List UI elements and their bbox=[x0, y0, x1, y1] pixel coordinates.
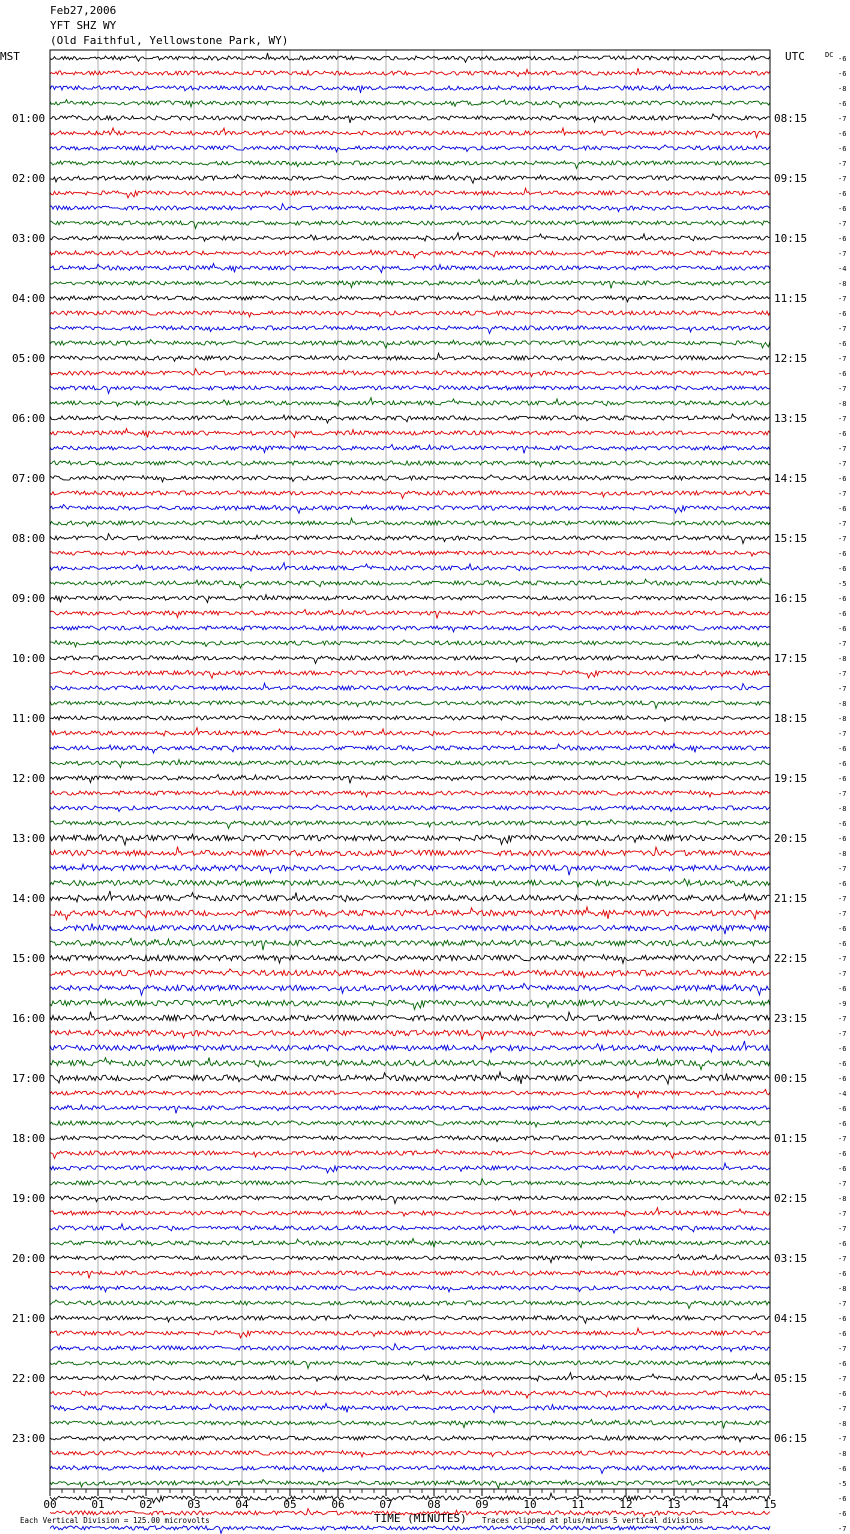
dc-offset-label: -6 bbox=[838, 880, 847, 888]
seismic-trace bbox=[50, 339, 770, 348]
seismic-trace bbox=[50, 1493, 770, 1503]
dc-offset-label: -6 bbox=[838, 190, 847, 198]
right-hour-label: 03:15 bbox=[774, 1252, 808, 1265]
seismic-trace bbox=[50, 1072, 770, 1084]
seismic-trace bbox=[50, 595, 770, 603]
seismic-trace bbox=[50, 1254, 770, 1262]
dc-offset-label: -7 bbox=[838, 415, 847, 423]
right-hour-label: 09:15 bbox=[774, 172, 808, 185]
right-hour-label: 16:15 bbox=[774, 592, 808, 605]
seismic-trace bbox=[50, 774, 770, 783]
dc-offset-label: -6 bbox=[838, 1120, 847, 1128]
dc-offset-label: -7 bbox=[838, 295, 847, 303]
left-hour-label: 16:00 bbox=[12, 1012, 46, 1025]
dc-offset-label: -7 bbox=[838, 1180, 847, 1188]
seismic-trace bbox=[50, 1058, 770, 1070]
right-hour-label: 02:15 bbox=[774, 1192, 808, 1205]
dc-offset-label: -6 bbox=[838, 1240, 847, 1248]
seismic-trace bbox=[50, 654, 770, 663]
dc-offset-label: -6 bbox=[838, 1360, 847, 1368]
left-timezone-label: MST bbox=[0, 50, 20, 63]
seismic-trace bbox=[50, 1012, 770, 1021]
header-date: Feb27,2006 bbox=[50, 4, 117, 17]
seismic-trace bbox=[50, 310, 770, 317]
dc-offset-label: -7 bbox=[838, 1435, 847, 1443]
left-hour-label: 19:00 bbox=[12, 1192, 46, 1205]
left-hour-label: 21:00 bbox=[12, 1312, 46, 1325]
dc-offset-label: -8 bbox=[838, 850, 847, 858]
dc-offset-label: -6 bbox=[838, 595, 847, 603]
seismic-trace bbox=[50, 1238, 770, 1247]
x-axis-title: TIME (MINUTES) bbox=[374, 1512, 467, 1525]
dc-offset-label: -6 bbox=[838, 55, 847, 63]
dc-offset-label: -9 bbox=[838, 1000, 847, 1008]
left-hour-label: 17:00 bbox=[12, 1072, 46, 1085]
x-tick-label: 13 bbox=[667, 1498, 681, 1511]
right-hour-label: 11:15 bbox=[774, 292, 808, 305]
seismic-trace bbox=[50, 1089, 770, 1097]
x-tick-label: 15 bbox=[763, 1498, 777, 1511]
dc-offset-label: -7 bbox=[838, 1345, 847, 1353]
right-hour-label: 18:15 bbox=[774, 712, 808, 725]
right-hour-label: 19:15 bbox=[774, 772, 808, 785]
dc-offset-label: -6 bbox=[838, 820, 847, 828]
seismic-trace bbox=[50, 296, 770, 302]
header-location: (Old Faithful, Yellowstone Park, WY) bbox=[50, 34, 289, 47]
footnote-clip: Traces clipped at plus/minus 5 vertical divisions bbox=[482, 1516, 704, 1525]
dc-offset-label: -5 bbox=[838, 1480, 847, 1488]
seismic-trace bbox=[50, 1030, 770, 1040]
seismic-trace bbox=[50, 983, 770, 995]
seismic-trace bbox=[50, 386, 770, 394]
seismic-trace bbox=[50, 1163, 770, 1173]
left-hour-label: 15:00 bbox=[12, 952, 46, 965]
seismic-trace bbox=[50, 670, 770, 678]
dc-offset-label: -7 bbox=[838, 460, 847, 468]
seismic-trace bbox=[50, 999, 770, 1009]
dc-offset-label: -8 bbox=[838, 1450, 847, 1458]
dc-offset-label: -7 bbox=[838, 535, 847, 543]
left-hour-label: 01:00 bbox=[12, 112, 46, 125]
dc-offset-label: -7 bbox=[838, 895, 847, 903]
dc-offset-label: -7 bbox=[838, 730, 847, 738]
seismic-trace bbox=[50, 790, 770, 796]
seismic-trace bbox=[50, 188, 770, 198]
seismic-trace bbox=[50, 578, 770, 588]
left-hour-label: 05:00 bbox=[12, 352, 46, 365]
dc-offset-label: -8 bbox=[838, 280, 847, 288]
dc-offset-label: -6 bbox=[838, 205, 847, 213]
x-tick-label: 06 bbox=[331, 1498, 345, 1511]
seismic-trace bbox=[50, 1361, 770, 1369]
dc-offset-label: -8 bbox=[838, 655, 847, 663]
seismic-trace bbox=[50, 145, 770, 152]
dc-offset-label: -6 bbox=[838, 1075, 847, 1083]
dc-offset-label: -7 bbox=[838, 220, 847, 228]
dc-offset-label: -7 bbox=[838, 1135, 847, 1143]
dc-offset-label: -6 bbox=[838, 1315, 847, 1323]
dc-offset-label: -5 bbox=[838, 580, 847, 588]
dc-offset-label: -8 bbox=[838, 805, 847, 813]
right-hour-label: 12:15 bbox=[774, 352, 808, 365]
seismic-trace bbox=[50, 923, 770, 934]
dc-offset-label: -6 bbox=[838, 130, 847, 138]
seismic-trace bbox=[50, 504, 770, 513]
seismic-trace bbox=[50, 263, 770, 272]
x-tick-label: 09 bbox=[475, 1498, 489, 1511]
dc-offset-label: -7 bbox=[838, 685, 847, 693]
seismic-trace bbox=[50, 1285, 770, 1291]
dc-offset-label: -8 bbox=[838, 1420, 847, 1428]
seismic-trace bbox=[50, 609, 770, 618]
seismic-trace bbox=[50, 1105, 770, 1113]
dc-offset-label: -6 bbox=[838, 1165, 847, 1173]
dc-offset-label: -6 bbox=[838, 565, 847, 573]
right-hour-label: 06:15 bbox=[774, 1432, 808, 1445]
right-hour-label: 04:15 bbox=[774, 1312, 808, 1325]
left-hour-label: 04:00 bbox=[12, 292, 46, 305]
dc-offset-label: -8 bbox=[838, 1285, 847, 1293]
dc-offset-label: -7 bbox=[838, 955, 847, 963]
dc-offset-label: -7 bbox=[838, 325, 847, 333]
seismic-trace bbox=[50, 233, 770, 242]
seismic-trace bbox=[50, 279, 770, 288]
left-hour-label: 13:00 bbox=[12, 832, 46, 845]
dc-offset-label: -7 bbox=[838, 160, 847, 168]
seismic-trace bbox=[50, 879, 770, 887]
seismic-trace bbox=[50, 1179, 770, 1186]
dc-offset-label: -4 bbox=[838, 265, 847, 273]
dc-offset-label: -6 bbox=[838, 550, 847, 558]
x-tick-label: 03 bbox=[187, 1498, 201, 1511]
dc-offset-label: -6 bbox=[838, 775, 847, 783]
right-hour-label: 23:15 bbox=[774, 1012, 808, 1025]
dc-offset-label: -7 bbox=[838, 790, 847, 798]
dc-offset-label: -7 bbox=[838, 520, 847, 528]
dc-offset-label: -7 bbox=[838, 640, 847, 648]
footnote-scale: Each Vertical Division = 125.00 microvolts bbox=[20, 1516, 210, 1525]
seismic-trace bbox=[50, 760, 770, 768]
dc-offset-label: -6 bbox=[838, 1390, 847, 1398]
left-hour-label: 02:00 bbox=[12, 172, 46, 185]
seismic-trace bbox=[50, 1419, 770, 1428]
seismic-trace bbox=[50, 1526, 770, 1534]
dc-offset-label: -7 bbox=[838, 355, 847, 363]
x-tick-label: 04 bbox=[235, 1498, 249, 1511]
dc-offset-label: -7 bbox=[838, 115, 847, 123]
seismic-trace bbox=[50, 68, 770, 76]
x-tick-label: 05 bbox=[283, 1498, 297, 1511]
seismic-trace bbox=[50, 100, 770, 108]
dc-offset-label: -6 bbox=[838, 1495, 847, 1503]
left-hour-label: 18:00 bbox=[12, 1132, 46, 1145]
dc-offset-label: -6 bbox=[838, 1510, 847, 1518]
left-hour-label: 22:00 bbox=[12, 1372, 46, 1385]
seismic-trace bbox=[50, 1403, 770, 1412]
seismic-trace bbox=[50, 1300, 770, 1309]
seismic-trace bbox=[50, 847, 770, 856]
left-hour-label: 07:00 bbox=[12, 472, 46, 485]
x-tick-label: 02 bbox=[139, 1498, 153, 1511]
right-hour-label: 14:15 bbox=[774, 472, 808, 485]
dc-offset-label: -6 bbox=[838, 835, 847, 843]
seismic-trace bbox=[50, 805, 770, 812]
dc-offset-label: -7 bbox=[838, 175, 847, 183]
dc-offset-label: -7 bbox=[838, 445, 847, 453]
dc-offset-label: -7 bbox=[838, 1015, 847, 1023]
dc-offset-label: -7 bbox=[838, 970, 847, 978]
seismic-trace bbox=[50, 1196, 770, 1204]
dc-offset-label: -7 bbox=[838, 1375, 847, 1383]
dc-offset-label: -6 bbox=[838, 625, 847, 633]
dc-offset-label: -6 bbox=[838, 1270, 847, 1278]
seismic-trace bbox=[50, 955, 770, 964]
dc-offset-label: -8 bbox=[838, 85, 847, 93]
seismic-trace bbox=[50, 475, 770, 482]
right-hour-label: 21:15 bbox=[774, 892, 808, 905]
right-hour-label: 05:15 bbox=[774, 1372, 808, 1385]
x-tick-label: 10 bbox=[523, 1498, 537, 1511]
seismic-trace bbox=[50, 85, 770, 93]
dc-offset-label: -6 bbox=[838, 370, 847, 378]
seismic-trace bbox=[50, 834, 770, 845]
dc-offset-label: -7 bbox=[838, 1255, 847, 1263]
seismic-trace bbox=[50, 1436, 770, 1442]
dc-offset-label: -7 bbox=[838, 670, 847, 678]
seismic-trace bbox=[50, 1041, 770, 1052]
seismic-trace bbox=[50, 444, 770, 453]
seismic-trace bbox=[50, 398, 770, 407]
left-hour-label: 14:00 bbox=[12, 892, 46, 905]
dc-offset-label: -7 bbox=[838, 1210, 847, 1218]
left-hour-label: 03:00 bbox=[12, 232, 46, 245]
left-hour-label: 08:00 bbox=[12, 532, 46, 545]
dc-label: DC bbox=[825, 51, 834, 59]
dc-offset-label: -6 bbox=[838, 235, 847, 243]
dc-offset-label: -7 bbox=[838, 1225, 847, 1233]
x-tick-label: 00 bbox=[43, 1498, 57, 1511]
seismic-trace bbox=[50, 891, 770, 902]
dc-offset-label: -6 bbox=[838, 100, 847, 108]
seismic-trace bbox=[50, 1135, 770, 1142]
seismic-trace bbox=[50, 1149, 770, 1158]
seismic-trace bbox=[50, 518, 770, 526]
dc-offset-label: -7 bbox=[838, 1405, 847, 1413]
right-timezone-label: UTC bbox=[785, 50, 805, 63]
chart-grid bbox=[98, 50, 722, 1489]
seismic-trace bbox=[50, 414, 770, 423]
dc-offset-label: -6 bbox=[838, 1465, 847, 1473]
dc-offset-label: -7 bbox=[838, 1300, 847, 1308]
dc-offset-label: -6 bbox=[838, 760, 847, 768]
dc-offset-label: -6 bbox=[838, 505, 847, 513]
seismic-trace bbox=[50, 969, 770, 978]
seismic-trace bbox=[50, 563, 770, 571]
seismic-trace bbox=[50, 1208, 770, 1217]
seismic-trace bbox=[50, 551, 770, 556]
seismic-trace bbox=[50, 1450, 770, 1457]
right-hour-label: 08:15 bbox=[774, 112, 808, 125]
dc-offset-label: -6 bbox=[838, 475, 847, 483]
right-hour-label: 15:15 bbox=[774, 532, 808, 545]
dc-offset-label: -6 bbox=[838, 1150, 847, 1158]
dc-offset-label: -6 bbox=[838, 610, 847, 618]
seismic-trace bbox=[50, 353, 770, 361]
dc-offset-label: -7 bbox=[838, 910, 847, 918]
dc-offset-label: -4 bbox=[838, 1090, 847, 1098]
seismic-trace bbox=[50, 728, 770, 736]
dc-offset-label: -8 bbox=[838, 1195, 847, 1203]
seismic-trace bbox=[50, 716, 770, 721]
seismic-trace bbox=[50, 1224, 770, 1233]
dc-offset-label: -6 bbox=[838, 430, 847, 438]
right-hour-label: 22:15 bbox=[774, 952, 808, 965]
dc-offset-label: -7 bbox=[838, 1030, 847, 1038]
seismic-trace bbox=[50, 1373, 770, 1382]
left-hour-label: 10:00 bbox=[12, 652, 46, 665]
seismic-trace bbox=[50, 907, 770, 920]
x-tick-label: 11 bbox=[571, 1498, 585, 1511]
seismic-trace bbox=[50, 128, 770, 138]
seismic-trace bbox=[50, 491, 770, 499]
right-hour-label: 10:15 bbox=[774, 232, 808, 245]
right-hour-label: 01:15 bbox=[774, 1132, 808, 1145]
right-hour-label: 13:15 bbox=[774, 412, 808, 425]
seismic-trace bbox=[50, 1344, 770, 1352]
seismic-trace bbox=[50, 1120, 770, 1126]
left-hour-label: 12:00 bbox=[12, 772, 46, 785]
dc-offset-label: -6 bbox=[838, 310, 847, 318]
dc-offset-label: -6 bbox=[838, 940, 847, 948]
dc-offset-label: -7 bbox=[838, 1525, 847, 1533]
dc-offset-label: -6 bbox=[838, 1045, 847, 1053]
left-hour-label: 09:00 bbox=[12, 592, 46, 605]
x-tick-label: 07 bbox=[379, 1498, 393, 1511]
seismic-trace bbox=[50, 743, 770, 753]
seismic-trace bbox=[50, 221, 770, 229]
seismic-trace bbox=[50, 326, 770, 334]
seismic-trace bbox=[50, 534, 770, 544]
seismic-trace bbox=[50, 204, 770, 212]
seismic-trace bbox=[50, 114, 770, 123]
left-hour-label: 06:00 bbox=[12, 412, 46, 425]
dc-offset-label: -6 bbox=[838, 340, 847, 348]
dc-offset-label: -8 bbox=[838, 400, 847, 408]
seismic-trace bbox=[50, 1390, 770, 1398]
left-hour-label: 20:00 bbox=[12, 1252, 46, 1265]
dc-offset-label: -7 bbox=[838, 250, 847, 258]
header-station: YFT SHZ WY bbox=[50, 19, 117, 32]
dc-offset-label: -6 bbox=[838, 70, 847, 78]
right-hour-label: 17:15 bbox=[774, 652, 808, 665]
trace-group bbox=[50, 53, 770, 1534]
seismic-trace bbox=[50, 640, 770, 647]
x-tick-label: 01 bbox=[91, 1498, 105, 1511]
seismic-trace bbox=[50, 626, 770, 632]
seismic-trace bbox=[50, 1479, 770, 1488]
seismic-trace bbox=[50, 428, 770, 437]
right-hour-label: 20:15 bbox=[774, 832, 808, 845]
seismic-trace bbox=[50, 1271, 770, 1278]
dc-offset-label: -8 bbox=[838, 700, 847, 708]
seismic-trace bbox=[50, 161, 770, 169]
seismic-trace bbox=[50, 250, 770, 258]
dc-offset-label: -6 bbox=[838, 1330, 847, 1338]
x-tick-label: 12 bbox=[619, 1498, 633, 1511]
dc-offset-label: -6 bbox=[838, 1105, 847, 1113]
dc-offset-label: -7 bbox=[838, 490, 847, 498]
left-hour-label: 23:00 bbox=[12, 1432, 46, 1445]
dc-offset-label: -6 bbox=[838, 985, 847, 993]
seismic-trace bbox=[50, 683, 770, 690]
dc-offset-label: -6 bbox=[838, 145, 847, 153]
dc-offset-label: -6 bbox=[838, 745, 847, 753]
seismic-trace bbox=[50, 53, 770, 62]
dc-offset-label: -8 bbox=[838, 715, 847, 723]
seismic-trace bbox=[50, 1466, 770, 1474]
seismic-trace bbox=[50, 369, 770, 377]
dc-offset-label: -6 bbox=[838, 925, 847, 933]
seismic-trace bbox=[50, 864, 770, 875]
seismic-trace bbox=[50, 819, 770, 828]
dc-offset-label: -7 bbox=[838, 865, 847, 873]
x-tick-label: 14 bbox=[715, 1498, 729, 1511]
x-tick-label: 08 bbox=[427, 1498, 441, 1511]
seismic-trace bbox=[50, 1314, 770, 1323]
dc-offset-label: -7 bbox=[838, 385, 847, 393]
dc-offset-label: -6 bbox=[838, 1060, 847, 1068]
right-hour-label: 00:15 bbox=[774, 1072, 808, 1085]
seismic-trace bbox=[50, 938, 770, 950]
seismic-trace bbox=[50, 461, 770, 467]
seismic-trace bbox=[50, 174, 770, 183]
left-hour-label: 11:00 bbox=[12, 712, 46, 725]
seismic-trace bbox=[50, 700, 770, 708]
seismic-trace bbox=[50, 1328, 770, 1338]
